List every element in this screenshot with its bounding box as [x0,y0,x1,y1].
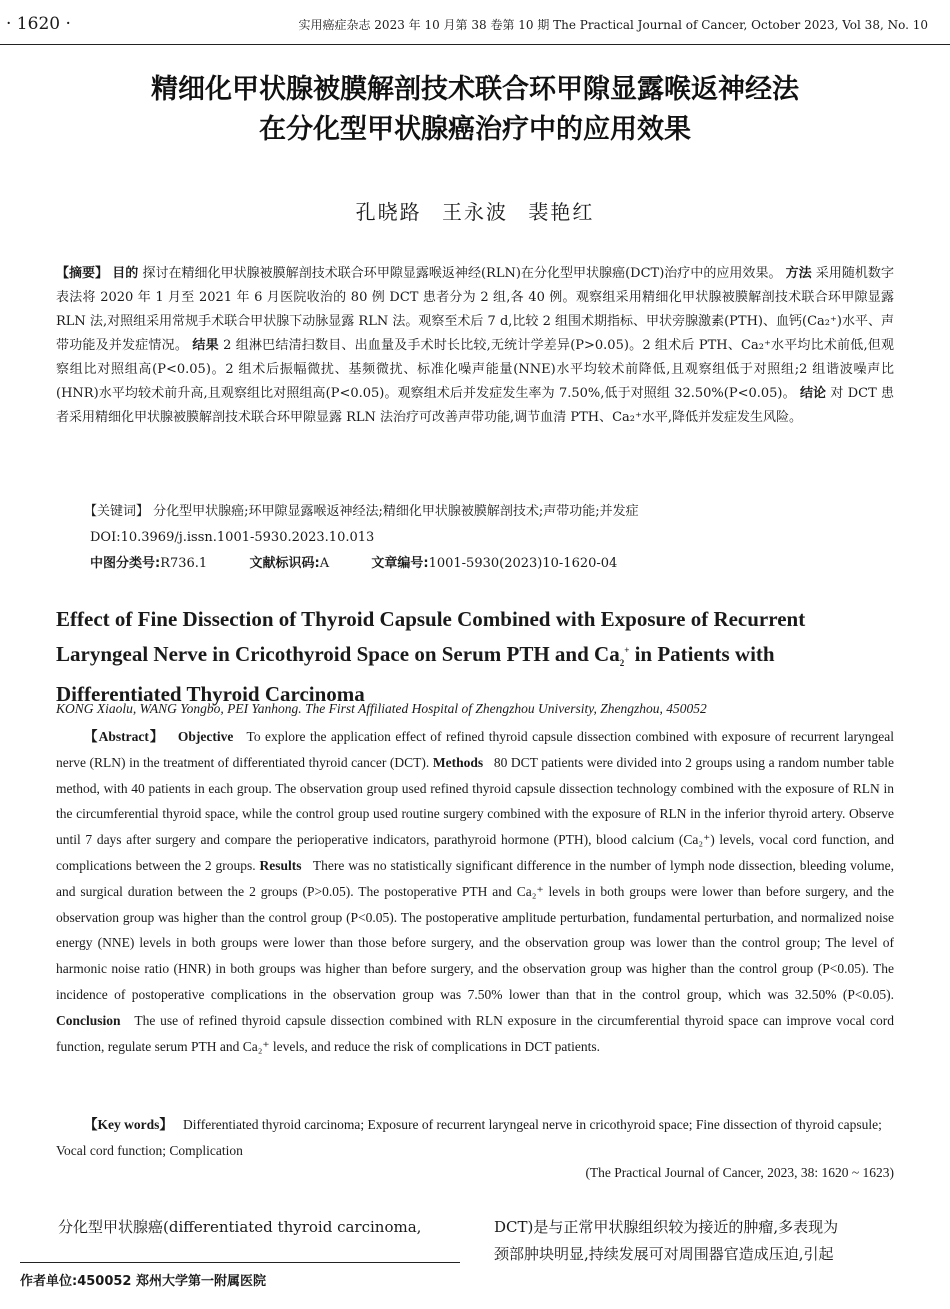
running-head: 实用癌症杂志 2023 年 10 月第 38 卷第 10 期 The Practical Journal of Cancer, October 2023, Vol 38, No. 10 [298,18,928,32]
objective-cn-label: 目的 [112,266,139,281]
article-no-label: 文章编号: [371,556,429,571]
body-left-line1: 分化型甲状腺癌(differentiated thyroid carcinoma, [58,1218,422,1236]
abstract-cn-label: 【摘要】 [56,266,109,281]
keywords-cn-label: 【关键词】 [84,504,150,519]
body-right-line1: DCT)是与正常甲状腺组织较为接近的肿瘤,多表现为 [494,1218,839,1236]
keywords-en-text: Differentiated thyroid carcinoma; Exposure of recurrent laryngeal nerve in cricothyroid space; Fine dissection of thyroid capsule; Vocal cord function; Complication [56,1117,882,1158]
title-en [56,604,916,710]
clc-label: 中图分类号: [90,556,161,571]
page-number: · 1620 · [6,14,71,34]
keywords-en-label: 【Key words】 [84,1117,173,1132]
title-en-line2-a: Laryngeal Nerve in Cricothyroid Space on Serum PTH and Ca [56,642,620,666]
footnote-rule [20,1262,460,1263]
article-no-value: 1001-5930(2023)10-1620-04 [428,556,618,571]
title-en-sub: 2 [619,658,625,669]
keywords-en [56,1112,894,1164]
doi: DOI:10.3969/j.issn.1001-5930.2023.10.013 [90,530,375,545]
classification [90,554,617,574]
objective-en: To explore the application effect of refined thyroid capsule dissection combined with exposure of recurrent laryngeal nerve (RLN) in the treatment of differentiated thyroid cancer (DCT). [56,729,894,770]
title-cn-line1: 精细化甲状腺被膜解剖技术联合环甲隙显露喉返神经法 [151,74,799,105]
citation: (The Practical Journal of Cancer, 2023, 38: 1620 ~ 1623) [585,1165,894,1180]
objective-cn: 探讨在精细化甲状腺被膜解剖技术联合环甲隙显露喉返神经(RLN)在分化型甲状腺癌(DCT)治疗中的应用效果。 [142,266,782,281]
abstract-en-label: 【Abstract】 [84,729,165,744]
conclusion-en-label: Conclusion [56,1012,121,1028]
affiliation-en: KONG Xiaolu, WANG Yongbo, PEI Yanhong. The First Affiliated Hospital of Zhengzhou University, Zhengzhou, 450052 [56,701,707,716]
results-en-label: Results [259,857,302,873]
title-en-sup: + [624,645,630,655]
doc-code-label: 文献标识码: [249,556,320,571]
conclusion-cn: 对 DCT 患者采用精细化甲状腺被膜解剖技术联合环甲隙显露 RLN 法治疗可改善声带功能,调节血清 PTH、Ca₂⁺水平,降低并发症发生风险。 [56,386,894,425]
header-rule [0,44,950,45]
abstract-en [56,724,894,1059]
conclusion-cn-label: 结论 [799,386,827,401]
objective-en-label: Objective [177,729,234,744]
body-left-column [56,1214,466,1241]
results-cn: 2 组淋巴结清扫数目、出血量及手术时长比较,无统计学差异(P>0.05)。2 组术后 PTH、Ca₂⁺水平均比术前低,但观察组比对照组高(P<0.05)。2 组术后振幅微扰、基频微扰、标准化噪声能量(NNE)水平均较术前降低,且观察组低于对照组;2 组谐波噪声比(HNR)水平均较术前升高,且观察组比对照组高(P<0.05)。观察组术后并发症发生率为 7.50%,低于对照组 32.50%(P<0.05)。 [56,338,894,401]
title-en-line2-b: in Patients with [634,642,775,666]
methods-en: 80 DCT patients were divided into 2 groups using a random number table method, with 40 patients in each group. The observation group used refined thyroid capsule dissection technology combined with the exposure of RLN in the circumferential thyroid space, while the control group used routine surgery combined with the exposure of RLN in the inferior thyroid artery. Observe until 7 days after surgery and compare the perioperative indicators, parathyroid hormone (PTH), blood calcium (Ca₂⁺) levels, vocal cord function, and complications between the 2 groups. [56,754,895,873]
title-en-line2 [56,635,916,679]
clc-value: R736.1 [160,556,208,571]
author-affiliation-footnote: 作者单位:450052 郑州大学第一附属医院 [20,1274,266,1289]
results-cn-label: 结果 [192,338,219,353]
title-cn-line2: 在分化型甲状腺癌治疗中的应用效果 [259,114,691,145]
doc-code-value: A [319,556,330,571]
title-cn [0,70,950,150]
abstract-cn [56,262,894,430]
results-en: There was no statistically significant difference in the number of lymph node dissection, bleeding volume, and surgical duration between the 2 groups (P>0.05). The postoperative PTH and Ca₂⁺ levels in both groups were lower than before surgery, and the observation group was higher than the control group (P<0.05). The postoperative amplitude perturbation, fundamental perturbation, and normalized noise energy (NNE) levels in both groups were lower than those before surgery, and the observation group was lower than the control group; The level of harmonic noise ratio (HNR) in both groups was higher than before surgery, and the observation group was higher than the control group (P<0.05). The incidence of postoperative complications in the observation group was 7.50% lower than that in the control group, which was 32.50% (P<0.05). [56,857,895,1002]
title-en-line3: Differentiated Thyroid Carcinoma [56,682,365,707]
authors-cn: 孔晓路 王永波 裴艳红 [355,200,595,224]
page-header [0,14,950,44]
body-right-column [494,1214,934,1268]
conclusion-en: The use of refined thyroid capsule dissection combined with RLN exposure in the circumferential thyroid space can improve vocal cord function, regulate serum PTH and Ca₂⁺ levels, and reduce the risk of complications in DCT patients. [56,1012,894,1054]
keywords-cn-text: 分化型甲状腺癌;环甲隙显露喉返神经法;精细化甲状腺被膜解剖技术;声带功能;并发症 [153,504,639,519]
methods-cn-label: 方法 [785,266,812,281]
title-en-line1: Effect of Fine Dissection of Thyroid Capsule Combined with Exposure of Recurrent [56,607,806,631]
body-right-line2: 颈部肿块明显,持续发展可对周围器官造成压迫,引起 [494,1245,834,1263]
methods-cn: 采用随机数字表法将 2020 年 1 月至 2021 年 6 月医院收治的 80 例 DCT 患者分为 2 组,各 40 例。观察组采用精细化甲状腺被膜解剖技术联合环甲隙显露 RLN 法,对照组采用常规手术联合甲状腺下动脉显露 RLN 法。观察至术后 7 d,比较 2 组围术期指标、甲状旁腺激素(PTH)、血钙(Ca₂⁺)水平、声带功能及并发症情况。 [56,266,894,353]
keywords-cn [56,500,894,524]
methods-en-label: Methods [432,754,484,770]
